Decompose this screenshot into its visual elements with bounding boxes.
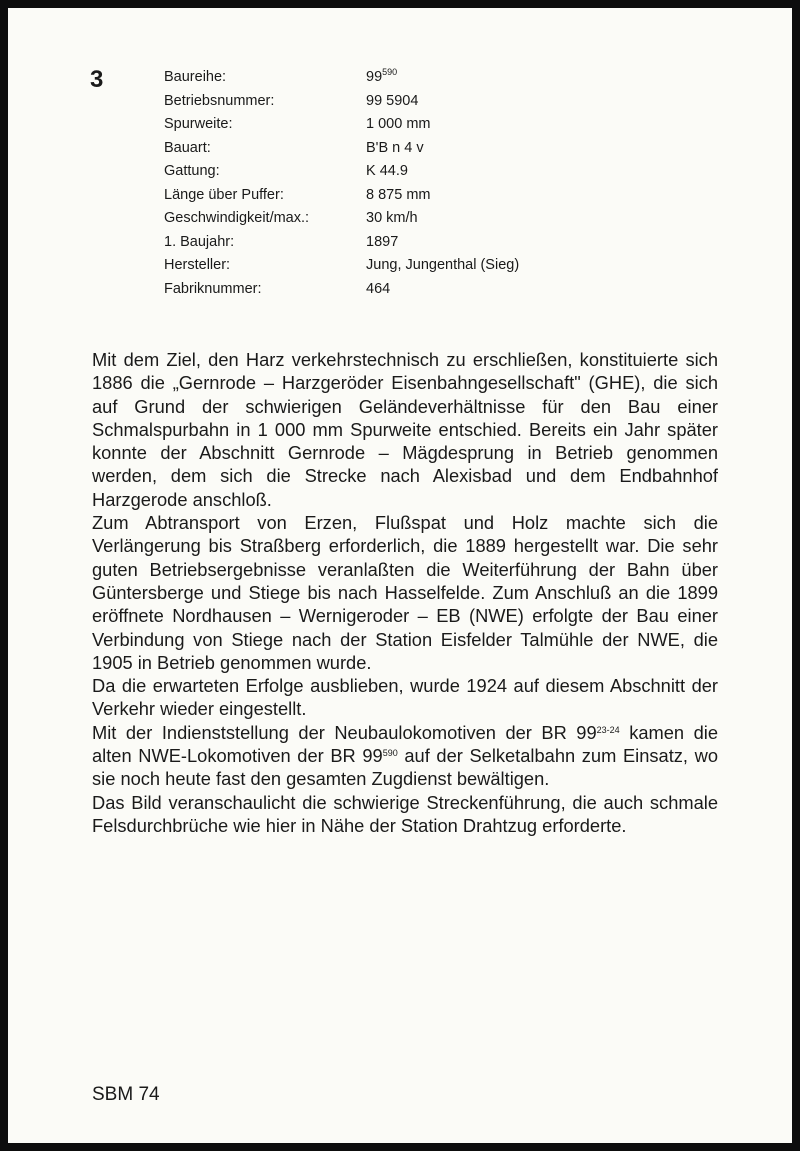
spec-label: Baureihe: [164, 69, 227, 85]
paragraph-closure: Da die erwarteten Erfolge ausblieben, wurde 1924 auf diesem Abschnitt der Verkehr wieder eingestellt. [92, 675, 718, 720]
spec-value-superscript: 590 [382, 67, 398, 77]
spec-label: Betriebsnummer: [164, 92, 275, 109]
paragraph-extension: Zum Abtransport von Erzen, Flußspat und Holz machte sich die Verlängerung bis Straßberg erforderlich, die 1889 hergestellt war. Die sehr guten Betriebsergebnisse veranlaßten die Weiterführung der Bahn über Güntersberge und Stiege bis nach Hasselfelde. Zum Anschluß an die 1899 eröffnete Nordhausen – Wernigeroder – EB (NWE) erfolgte der Bau einer Verbindung von Stiege nach der Station Eisfelder Talmühle der NWE, die 1905 in Betrieb genommen wurde. [92, 512, 718, 673]
spec-row-gattung [164, 160, 519, 184]
spec-label: Geschwindigkeit/max.: [164, 210, 310, 226]
spec-row-betriebsnummer [164, 90, 519, 114]
spec-label: Bauart: [164, 139, 211, 156]
spec-row-fabriknummer [164, 278, 519, 302]
spec-value: 464 [366, 280, 391, 297]
spec-value: 8 875 mm [366, 186, 431, 203]
spec-value: 30 km/h [366, 210, 418, 226]
spec-row-baureihe [164, 66, 519, 90]
spec-label: Gattung: [164, 163, 220, 179]
postcard-back [8, 8, 792, 1143]
paragraph-picture: Das Bild veranschaulicht die schwierige Streckenführung, die auch schmale Felsdurchbrüche wie hier in Nähe der Station Drahtzug erforderte. [92, 791, 718, 836]
spec-row-hersteller [164, 254, 519, 278]
spec-row-spurweite [164, 113, 519, 137]
spec-value: B'B n 4 v [366, 139, 424, 156]
spec-value: Jung, Jungenthal (Sieg) [366, 257, 520, 273]
description-text [92, 348, 718, 837]
spec-value: K 44.9 [366, 163, 408, 179]
spec-row-baujahr [164, 231, 519, 255]
spec-row-laenge [164, 184, 519, 208]
spec-value: 99 5904 [366, 92, 419, 109]
card-number: 3 [90, 66, 104, 93]
class-superscript: 23-24 [596, 724, 620, 735]
series-code: SBM 74 [92, 1084, 160, 1105]
spec-label: Länge über Puffer: [164, 186, 284, 203]
spec-value: 1897 [366, 233, 399, 250]
spec-value: $99^{590}$ [366, 67, 398, 85]
paragraph-history: Mit dem Ziel, den Harz verkehrstechnisch zu erschließen, konstituierte sich 1886 die „Gernrode – Harzgeröder Eisenbahngesellschaft" (GHE), die sich auf Grund der schwierigen Geländeverhältnisse für den Bau einer Schmalspurbahn in 1 000 mm Spurweite entschied. Bereits ein Jahr später konnte der Abschnitt Gernrode – Mägdesprung in Betrieb genommen werden, dem sich die Strecke nach Alexisbad und dem Endbahnhof Harzgerode anschloß. [92, 349, 718, 510]
spec-label: Hersteller: [164, 257, 231, 273]
class-superscript: 590 [382, 748, 398, 759]
spec-table [164, 66, 519, 301]
spec-row-bauart [164, 137, 519, 161]
paragraph-locomotives: Mit der Indienststellung der Neubaulokomotiven der BR 99$^{23-24}$ kamen die alten NWE-Lokomotiven der BR $99^{590}$ auf der Selketalbahn zum Einsatz, wo sie noch heute fast den gesamten Zugdienst bewältigen. [92, 721, 718, 790]
spec-label: Fabriknummer: [164, 280, 262, 297]
spec-label: Spurweite: [164, 116, 233, 132]
spec-label: 1. Baujahr: [164, 233, 235, 250]
spec-row-geschwindigkeit [164, 207, 519, 231]
spec-value: 1 000 mm [366, 116, 431, 132]
